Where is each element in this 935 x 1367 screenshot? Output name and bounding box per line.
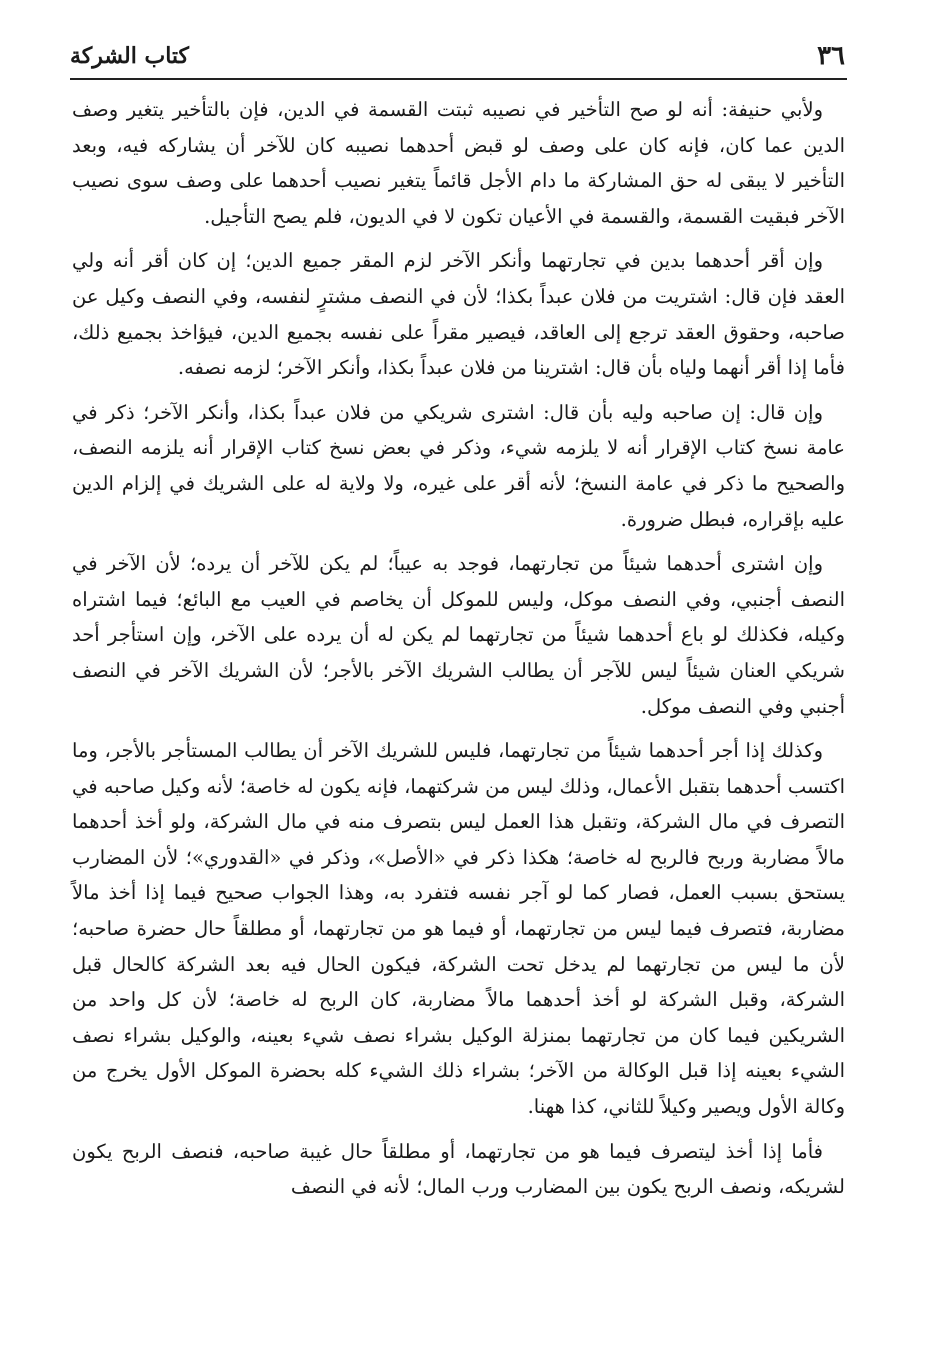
header-divider [70, 78, 847, 80]
page-header [70, 30, 845, 74]
page-number: ٣٦ [817, 41, 845, 71]
paragraph: فأما إذا أخذ ليتصرف فيما هو من تجارتهما، أو مطلقاً حال غيبة صاحبه، فنصف الربح يكون لشريكه، ونصف الربح يكون بين المضارب ورب المال؛ لأنه في النصف [72, 1139, 845, 1199]
paragraph: وإن اشترى أحدهما شيئاً من تجارتهما، فوجد به عيباً؛ لم يكن للآخر أن يرده؛ لأن الآخر في النصف أجنبي، وفي النصف موكل، وليس للموكل أن يخاصم في العيب مع البائع؛ فيما اشتراه وكيله، فكذلك لو باع أحدهما شيئاً من تجارتهما لم يكن له أن يرده على الآخر، وإن استأجر أحد شريكي العنان شيئاً ليس للآجر أن يطالب الشريك الآخر بالأجر؛ لأن الشريك الآخر في النصف أجنبي وفي النصف موكل. [72, 552, 845, 718]
paragraph: وإن قال: إن صاحبه وليه بأن قال: اشترى شريكي من فلان عبداً بكذا، وأنكر الآخر؛ ذكر في عامة نسخ كتاب الإقرار أنه لا يلزمه شيء، وذكر في بعض نسخ كتاب الإقرار أنه يلزمه النصف، والصحيح ما ذكر في عامة النسخ؛ لأنه أقر على غيره، ولا ولاية له على الشريك في إلزام الدين عليه بإقراره، فبطل ضرورة. [72, 400, 845, 531]
paragraph: وكذلك إذا أجر أحدهما شيئاً من تجارتهما، فليس للشريك الآخر أن يطالب المستأجر بالأجر، وما اكتسب أحدهما بتقبل الأعمال، وذلك ليس من شركتهما، فإنه يكون له خاصة؛ لأنه وكيل صاحبه في التصرف في مال الشركة، وتقبل هذا العمل ليس بتصرف منه في مال الشركة، ولو أخذ أحدهما مالاً مضاربة وربح فالربح له خاصة؛ هكذا ذكر في «الأصل»، وذكر في «القدوري»؛ لأن المضارب يستحق بسبب العمل، فصار كما لو آجر نفسه فتفرد به، وهذا الجواب صحيح فيما إذا أخذ مالاً مضاربة، فتصرف فيما ليس من تجارتهما، أو فيما هو من تجارتهما، أو مطلقاً حال حضرة صاحبه؛ لأن ما ليس من تجارتهما لم يدخل تحت الشركة، فيكون الحال فيه بعد الشركة كالحال قبل الشركة، وقبل الشركة لو أخذ أحدهما مالاً مضاربة، كان الربح له خاصة؛ لأن كل واحد من الشريكين فيما كان من تجارتهما بمنزلة الوكيل بشراء نصف شيء بعينه، والوكيل بشراء نصف الشيء بعينه إذا قبل الوكالة من الآخر؛ بشراء ذلك الشيء كله بحضرة الموكل الأول يخرج من وكالة الأول ويصير وكيلاً للثاني، كذا ههنا. [72, 739, 845, 1119]
main-text [72, 92, 845, 1214]
paragraph: ولأبي حنيفة: أنه لو صح التأخير في نصيبه ثبتت القسمة في الدين، فإن بالتأخير يتغير وصف الدين عما كان، فإنه كان على وصف لو قبض أحدهما نصيبه كان للآخر أن يشاركه فيه، وبعد التأخير لا يبقى له حق المشاركة ما دام الأجل قائماً يتغير نصيب أحدهما على وصف سوى نصيب الآخر فبقيت القسمة، والقسمة في الأعيان تكون لا في الديون، فلم يصح التأجيل. [72, 98, 845, 228]
paragraph: وإن أقر أحدهما بدين في تجارتهما وأنكر الآخر لزم المقر جميع الدين؛ إن كان أقر أنه ولي العقد فإن قال: اشتريت من فلان عبداً بكذا؛ لأن في النصف مشترٍ لنفسه، وفي النصف وكيل عن صاحبه، وحقوق العقد ترجع إلى العاقد، فيصير مقراً على نفسه بجميع الدين، فيؤاخذ بجميع ذلك، فأما إذا أقر أنهما ولياه بأن قال: اشترينا من فلان عبداً بكذا، وأنكر الآخر؛ لزمه نصفه. [72, 249, 845, 380]
running-title: كتاب الشركة [70, 43, 190, 69]
